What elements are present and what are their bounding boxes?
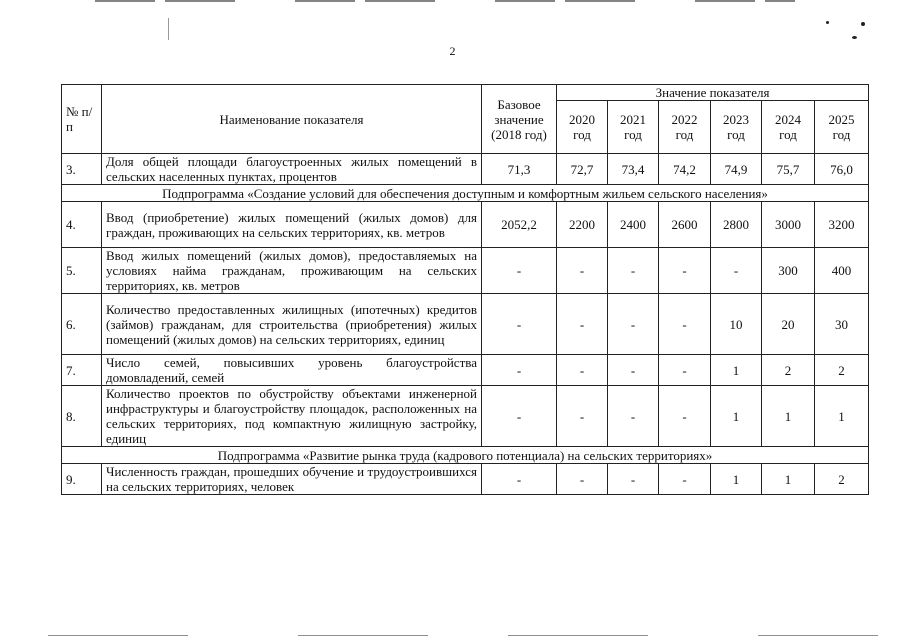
- page-number: 2: [449, 44, 456, 58]
- year-value: -: [557, 386, 608, 447]
- row-number: 6.: [62, 294, 102, 355]
- base-value: -: [482, 464, 557, 495]
- header-year: 2020 год: [557, 101, 608, 154]
- year-value: -: [659, 464, 711, 495]
- year-value: 2200: [557, 202, 608, 248]
- indicator-name: Ввод жилых помещений (жилых домов), предоставляемых на условиях найма гражданам, проживающим на сельских территориях, кв. метров: [102, 248, 482, 294]
- indicators-table: [61, 84, 869, 495]
- header-row: [62, 85, 869, 101]
- scan-speck: [861, 22, 865, 26]
- base-value: 71,3: [482, 154, 557, 185]
- year-value: 30: [815, 294, 869, 355]
- table-row: [62, 294, 869, 355]
- subprogram-title: Подпрограмма «Создание условий для обеспечения доступным и комфортным жильем сельского населения»: [62, 185, 869, 202]
- year-value: 2600: [659, 202, 711, 248]
- year-value: 3000: [762, 202, 815, 248]
- year-value: -: [659, 355, 711, 386]
- row-number: 3.: [62, 154, 102, 185]
- year-value: 74,2: [659, 154, 711, 185]
- header-year: 2022 год: [659, 101, 711, 154]
- row-number: 9.: [62, 464, 102, 495]
- year-value: 20: [762, 294, 815, 355]
- year-value: -: [659, 386, 711, 447]
- year-value: -: [608, 464, 659, 495]
- subprogram-row: [62, 447, 869, 464]
- year-value: -: [557, 464, 608, 495]
- year-value: 2800: [711, 202, 762, 248]
- year-value: 2: [762, 355, 815, 386]
- indicator-name: Доля общей площади благоустроенных жилых помещений в сельских населенных пунктах, процентов: [102, 154, 482, 185]
- year-value: -: [659, 294, 711, 355]
- scan-speck: [852, 36, 857, 39]
- row-number: 7.: [62, 355, 102, 386]
- year-value: 300: [762, 248, 815, 294]
- subprogram-title: Подпрограмма «Развитие рынка труда (кадрового потенциала) на сельских территориях»: [62, 447, 869, 464]
- year-value: -: [557, 248, 608, 294]
- row-number: 8.: [62, 386, 102, 447]
- year-value: 2: [815, 464, 869, 495]
- year-value: 1: [815, 386, 869, 447]
- indicator-name: Ввод (приобретение) жилых помещений (жилых домов) для граждан, проживающих на сельских территориях, кв. метров: [102, 202, 482, 248]
- table-row: [62, 386, 869, 447]
- year-value: 1: [762, 386, 815, 447]
- table-row: [62, 154, 869, 185]
- year-value: 74,9: [711, 154, 762, 185]
- year-value: -: [557, 355, 608, 386]
- header-values: Значение показателя: [557, 85, 869, 101]
- base-value: -: [482, 386, 557, 447]
- year-value: 400: [815, 248, 869, 294]
- row-number: 5.: [62, 248, 102, 294]
- indicator-name: Численность граждан, прошедших обучение и трудоустроившихся на сельских территориях, человек: [102, 464, 482, 495]
- scan-mark: [168, 18, 169, 40]
- year-value: -: [608, 248, 659, 294]
- year-value: 1: [762, 464, 815, 495]
- year-value: -: [608, 294, 659, 355]
- year-value: 1: [711, 386, 762, 447]
- row-number: 4.: [62, 202, 102, 248]
- year-value: 1: [711, 355, 762, 386]
- year-value: -: [608, 386, 659, 447]
- table-row: [62, 464, 869, 495]
- base-value: -: [482, 248, 557, 294]
- header-year: 2024 год: [762, 101, 815, 154]
- year-value: 76,0: [815, 154, 869, 185]
- indicator-name: Количество проектов по обустройству объектами инженерной инфраструктуры и благоустройству площадок, расположенных на сельских территориях, под компактную жилищную застройку, единиц: [102, 386, 482, 447]
- year-value: 3200: [815, 202, 869, 248]
- year-value: 73,4: [608, 154, 659, 185]
- base-value: -: [482, 294, 557, 355]
- header-base: Базовое значение (2018 год): [482, 85, 557, 154]
- indicator-name: Число семей, повысивших уровень благоустройства домовладений, семей: [102, 355, 482, 386]
- header-year: 2025 год: [815, 101, 869, 154]
- year-value: -: [557, 294, 608, 355]
- header-year: 2023 год: [711, 101, 762, 154]
- base-value: 2052,2: [482, 202, 557, 248]
- scan-artifact-bottom: [48, 635, 878, 636]
- year-value: 2400: [608, 202, 659, 248]
- year-value: 75,7: [762, 154, 815, 185]
- scan-artifact-top: [95, 0, 795, 2]
- table-row: [62, 248, 869, 294]
- header-name: Наименование показателя: [102, 85, 482, 154]
- header-no: № п/п: [62, 85, 102, 154]
- header-year: 2021 год: [608, 101, 659, 154]
- table-row: [62, 202, 869, 248]
- table-row: [62, 355, 869, 386]
- year-value: -: [608, 355, 659, 386]
- year-value: 2: [815, 355, 869, 386]
- year-value: 1: [711, 464, 762, 495]
- subprogram-row: [62, 185, 869, 202]
- year-value: -: [659, 248, 711, 294]
- year-value: 72,7: [557, 154, 608, 185]
- indicator-name: Количество предоставленных жилищных (ипотечных) кредитов (займов) гражданам, для строительства (приобретения) жилых помещений (жилых домов) на сельских территориях, единиц: [102, 294, 482, 355]
- base-value: -: [482, 355, 557, 386]
- year-value: -: [711, 248, 762, 294]
- year-value: 10: [711, 294, 762, 355]
- scan-speck: [826, 21, 829, 24]
